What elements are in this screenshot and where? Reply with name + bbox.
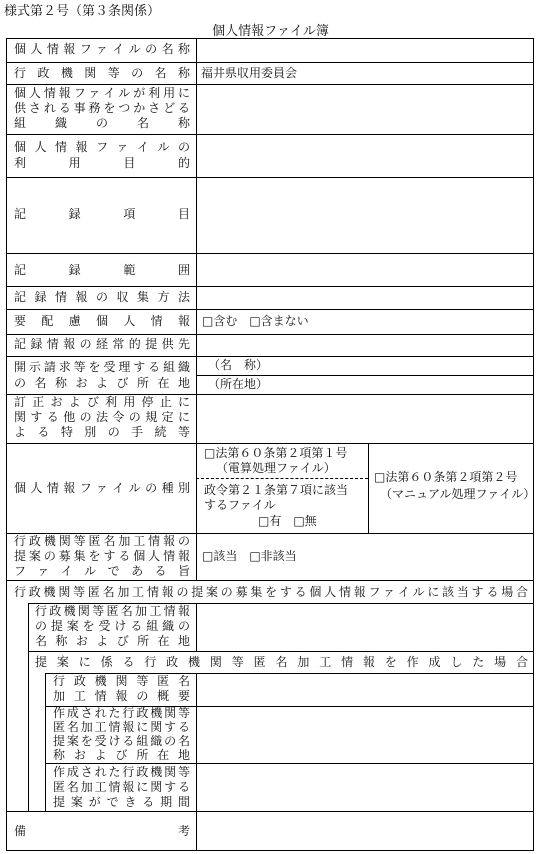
label-remarks: 備考 xyxy=(14,824,190,838)
section-anon-applicable: 行政機関等匿名加工情報の提案の募集をする個人情報ファイルに該当する場合 xyxy=(14,585,528,599)
label-overview-line-1: 行政機関等匿名 xyxy=(53,674,190,688)
type-a-sub-line-1: 政令第２１条第７項に該当 xyxy=(204,483,349,497)
label-period-line-2: 匿名加工情報に関する xyxy=(53,780,190,794)
label-sensitive: 要配慮個人情報 xyxy=(14,314,190,328)
label-correction-line-1: 訂正および利用停止に xyxy=(14,395,190,409)
disclosure-address: （所在地） xyxy=(208,377,269,391)
anon-checkboxes[interactable]: □該当 □非該当 xyxy=(202,549,297,563)
label-disclosure-line-2: の名称および所在地 xyxy=(14,376,190,390)
label-proposal-line-1: 行政機関等匿名加工情報 xyxy=(35,604,190,618)
type-a-line-2: （電算処理ファイル） xyxy=(216,461,336,475)
form-number: 様式第２号（第３条関係） xyxy=(4,4,161,19)
disclosure-name: （名 称） xyxy=(208,358,269,372)
section-creation: 提案に係る行政機関等匿名加工情報を作成した場合 xyxy=(35,655,528,669)
agency-value: 福井県収用委員会 xyxy=(201,66,298,80)
label-collection-method: 記録情報の収集方法 xyxy=(14,290,190,304)
label-anon-line-3: ファイルである旨 xyxy=(14,564,190,578)
sensitive-checkboxes[interactable]: □含む □含まない xyxy=(202,314,309,328)
label-purpose-line-1: 個人情報ファイルの xyxy=(14,140,190,154)
label-proposal-line-2: の提案を受ける組織の xyxy=(35,619,190,633)
label-record-items: 記録項目 xyxy=(14,207,190,221)
label-overview-line-2: 加工情報の概要 xyxy=(53,689,190,703)
type-a-yes-no[interactable]: □有 □無 xyxy=(258,514,317,528)
type-b-line-1[interactable]: □法第６０条第２項第２号 xyxy=(374,470,518,484)
label-file-type: 個人情報ファイルの種別 xyxy=(14,481,190,495)
type-a-line-1[interactable]: □法第６０条第２項第１号 xyxy=(204,446,348,460)
label-record-scope: 記録範囲 xyxy=(14,263,190,277)
label-org-line-1: 個人情報ファイルが利用に xyxy=(14,86,190,100)
label-file-name: 個人情報ファイルの名称 xyxy=(14,42,190,56)
type-b-line-2: （マニュアル処理ファイル） xyxy=(380,487,536,501)
label-created-org-line-1: 作成された行政機関等 xyxy=(53,706,190,720)
label-anon-line-1: 行政機関等匿名加工情報の xyxy=(14,534,190,548)
label-disclosure-line-1: 開示請求等を受理する組織 xyxy=(14,360,190,374)
label-agency-name: 行政機関等の名称 xyxy=(14,66,190,80)
label-created-org-line-2: 匿名加工情報に関する xyxy=(53,720,190,734)
label-org-line-2: 供される事務をつかさどる xyxy=(14,101,190,115)
label-org-line-3: 組織の名称 xyxy=(14,116,190,130)
label-purpose-line-2: 利用目的 xyxy=(14,156,190,170)
page-title: 個人情報ファイル簿 xyxy=(212,24,329,39)
label-proposal-line-3: 名称および所在地 xyxy=(35,634,190,648)
label-correction-line-3: よる特別の手続等 xyxy=(14,425,190,439)
label-period-line-1: 作成された行政機関等 xyxy=(53,765,190,779)
label-period-line-3: 提案ができる期間 xyxy=(53,795,190,809)
label-anon-line-2: 提案の募集をする個人情報 xyxy=(14,549,190,563)
type-a-sub-line-2: するファイル xyxy=(204,498,276,512)
label-correction-line-2: 関する他の法令の規定に xyxy=(14,410,190,424)
label-regular-recipient: 記録情報の経常的提供先 xyxy=(14,337,190,351)
label-created-org-line-4: 称および所在地 xyxy=(53,748,190,762)
label-created-org-line-3: 提案を受ける組織の名 xyxy=(53,734,190,748)
